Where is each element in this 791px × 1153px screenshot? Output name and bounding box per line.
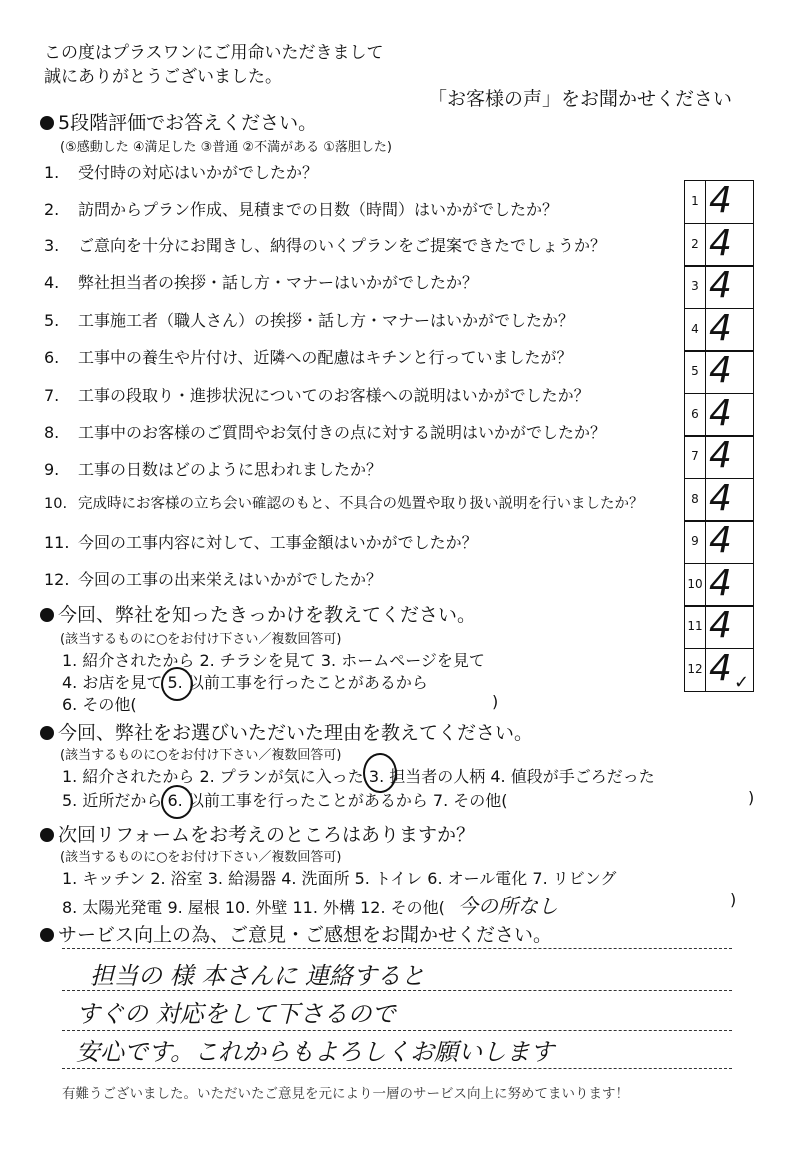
score-row: [684, 223, 754, 267]
reason-options-1: 1. 紹介されたから 2. プランが気に入った 3. 担当者の人柄 4. 値段が手ごろだった: [62, 764, 655, 787]
source-heading: 今回、弊社を知ったきっかけを教えてください。: [40, 600, 476, 627]
score-row: [684, 605, 754, 649]
score-number: 8: [685, 479, 706, 521]
score-row: [684, 393, 754, 437]
intro-line-2: 誠にありがとうございました。: [44, 67, 282, 87]
score-number: 6: [685, 394, 706, 436]
score-value: 4: [709, 265, 732, 306]
source-options-2: 4. お店を見て 5. 以前工事を行ったことがあるから: [62, 670, 428, 693]
score-value: 4: [709, 222, 732, 264]
question-6: 6. 工事中の養生や片付け、近隣への配慮はキチンと行っていましたが？: [44, 348, 573, 367]
score-value: 4: [709, 435, 732, 476]
bullet-icon: [40, 928, 54, 942]
score-number: 4: [685, 309, 706, 351]
comment-line: [62, 948, 732, 949]
score-value: 4: [709, 562, 732, 604]
score-row: [684, 435, 754, 479]
question-1: 1. 受付時の対応はいかがでしたか？: [44, 163, 319, 182]
next-reform-heading: 次回リフォームをお考えのところはありますか？: [40, 820, 475, 847]
comment-line: [62, 1068, 732, 1069]
score-value: 4: [709, 350, 732, 391]
rating-scale: (⑤感動した ④満足した ③普通 ②不満がある ①落胆した): [60, 140, 392, 155]
score-value: 4: [709, 392, 732, 434]
question-11: 11. 今回の工事内容に対して、工事金額はいかがでしたか？: [44, 533, 478, 552]
circled-option-5: 5.: [167, 673, 182, 692]
reason-heading: 今回、弊社をお選びいただいた理由を教えてください。: [40, 718, 533, 745]
rating-heading: 5段階評価でお答えください。: [40, 108, 317, 135]
question-10: 10. 完成時にお客様の立ち会い確認のもと、不具合の処置や取り扱い説明を行いましたか？: [44, 496, 644, 512]
score-number: 3: [685, 266, 706, 308]
score-row: [684, 308, 754, 352]
feedback-heading: サービス向上の為、ご意見・ご感想をお聞かせください。: [40, 920, 552, 947]
bullet-icon: [40, 608, 54, 622]
reason-note: (該当するものに○をお付け下さい／複数回答可): [60, 748, 342, 763]
score-number: 7: [685, 436, 706, 478]
score-number: 1: [685, 181, 706, 223]
score-row: [684, 478, 754, 522]
bullet-icon: [40, 828, 54, 842]
score-row: [684, 350, 754, 394]
handwritten-comment-2: すぐの 対応をして下さるので: [76, 1000, 396, 1028]
circled-option-3: 3.: [369, 767, 384, 786]
hand-circle: [363, 753, 397, 793]
check-mark-icon: ✓: [734, 672, 750, 693]
score-value: 4: [709, 520, 732, 561]
next-reform-options-2: 8. 太陽光発電 9. 屋根 10. 外壁 11. 外構 12. その他( 今の所なし ): [62, 890, 737, 918]
source-note: (該当するものに○をお付け下さい／複数回答可): [60, 632, 342, 647]
question-7: 7. 工事の段取り・進捗状況についてのお客様への説明はいかがでしたか？: [44, 386, 590, 405]
question-8: 8. 工事中のお客様のご質問やお気付きの点に対する説明はいかがでしたか？: [44, 423, 607, 442]
bullet-icon: [40, 726, 54, 740]
score-value: 4: [709, 477, 732, 519]
score-value: 4: [709, 605, 732, 646]
bullet-icon: [40, 116, 54, 130]
score-value: 4: [709, 180, 732, 221]
question-4: 4. 弊社担当者の挨拶・話し方・マナーはいかがでしたか？: [44, 273, 479, 292]
question-2: 2. 訪問からプラン作成、見積までの日数（時間）はいかがでしたか？: [44, 200, 559, 219]
next-reform-note: (該当するものに○をお付け下さい／複数回答可): [60, 850, 342, 865]
footer-message: 有難うございました。いただいたご意見を元により一層のサービス向上に努めてまいります！: [62, 1086, 629, 1102]
score-value: 4: [709, 647, 732, 689]
score-number: 2: [685, 224, 706, 266]
question-5: 5. 工事施工者（職人さん）の挨拶・話し方・マナーはいかがでしたか？: [44, 311, 575, 330]
question-3: 3. ご意向を十分にお聞きし、納得のいくプランをご提案できたでしょうか？: [44, 236, 607, 255]
intro-line-1: この度はプラスワンにご用命いただきまして: [44, 43, 384, 63]
handwritten-comment-3: 安心です。これからもよろしくお願いします: [76, 1038, 555, 1066]
comment-line: [62, 1030, 732, 1031]
score-number: 9: [685, 521, 706, 563]
question-9: 9. 工事の日数はどのように思われましたか？: [44, 460, 383, 479]
next-reform-options-1: 1. キッチン 2. 浴室 3. 給湯器 4. 洗面所 5. トイレ 6. オール電化 7. リビング: [62, 869, 617, 888]
hand-circle: [161, 785, 193, 819]
score-number: 12: [685, 649, 706, 691]
score-row: [684, 520, 754, 564]
source-options-3: 6. その他( ): [62, 692, 499, 714]
score-row: [684, 563, 754, 607]
score-number: 5: [685, 351, 706, 393]
score-number: 11: [685, 606, 706, 648]
score-number: 10: [685, 564, 706, 606]
voice-title: 「お客様の声」をお聞かせください: [428, 88, 733, 110]
score-value: 4: [709, 307, 732, 349]
score-row: [684, 265, 754, 309]
score-row: [684, 180, 754, 224]
question-12: 12. 今回の工事の出来栄えはいかがでしたか？: [44, 570, 383, 589]
source-options-1: 1. 紹介されたから 2. チラシを見て 3. ホームページを見て: [62, 651, 485, 670]
reason-options-2: 5. 近所だから 6. 以前工事を行ったことがあるから 7. その他( ): [62, 788, 508, 811]
circled-option-6: 6.: [167, 791, 182, 810]
handwritten-comment-1: 担当の 様 本さんに 連絡すると: [90, 962, 425, 990]
hand-circle: [161, 667, 193, 701]
handwritten-other: 今の所なし: [457, 894, 558, 918]
